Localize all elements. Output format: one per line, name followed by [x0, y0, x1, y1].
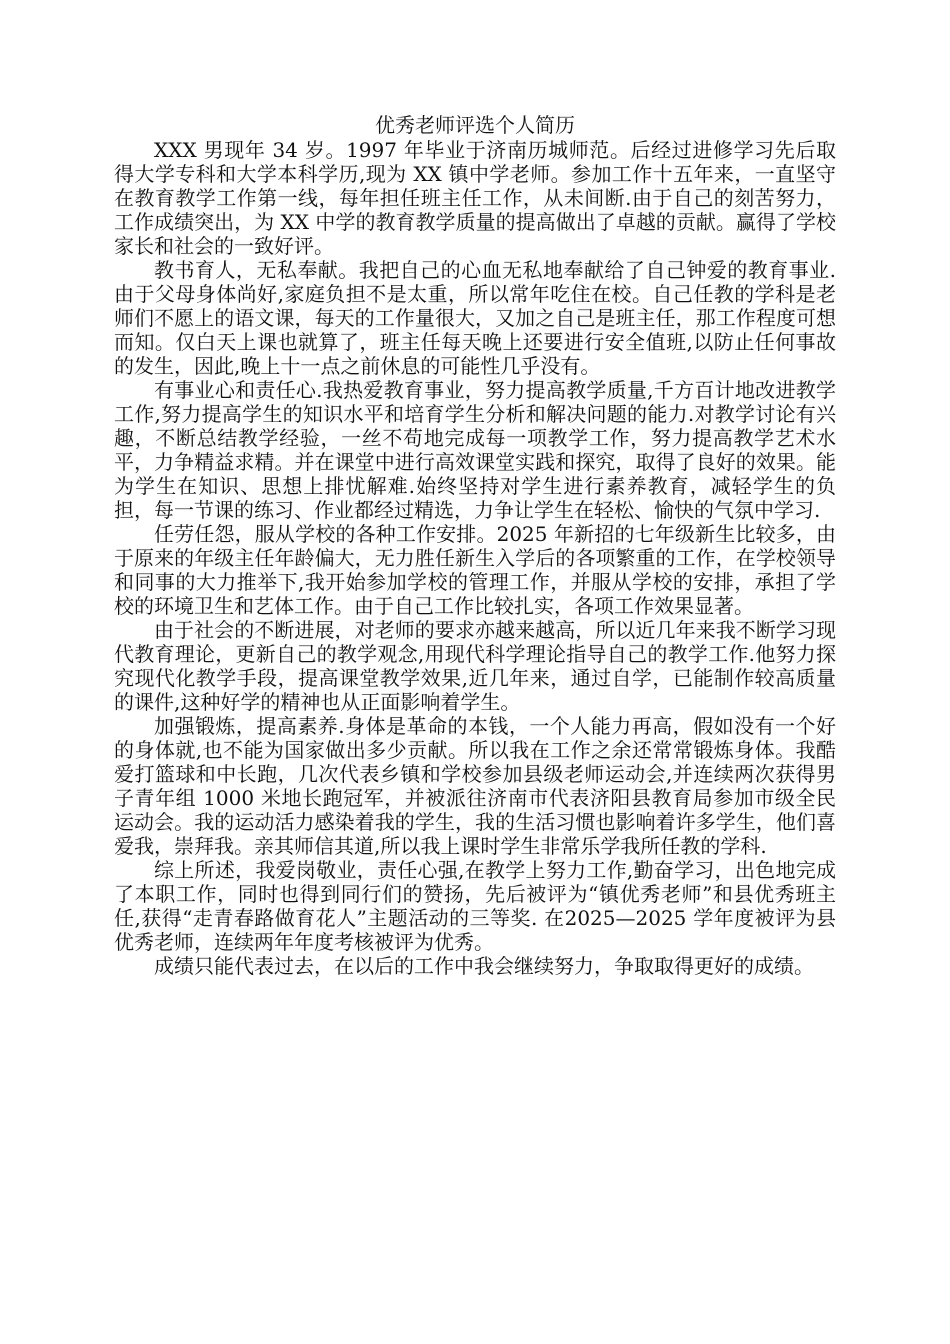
paragraph-learning: 由于社会的不断进展，对老师的要求亦越来越高，所以近几年来我不断学习现代教育理论，更新自己的教学观念,用现代科学理论指导自己的教学工作.他努力探究现代化教学手段，提高课堂教学效果,近几年来，通过自学，已能制作较高质量的课件,这种好学的精神也从正面影响着学生。	[114, 618, 836, 714]
paragraph-closing: 成绩只能代表过去，在以后的工作中我会继续努力，争取取得更好的成绩。	[154, 954, 814, 978]
paragraph-summary: 综上所述，我爱岗敬业，责任心强,在教学上努力工作,勤奋学习，出色地完成了本职工作，同时也得到同行们的赞扬，先后被评为“镇优秀老师”和县优秀班主任,获得“走青春路做育花人”主题活动的三等奖. 在2025—2025 学年度被评为县优秀老师，连续两年年度考核被评为优秀。	[114, 858, 836, 954]
paragraph-responsibility: 有事业心和责任心.我热爱教育事业，努力提高教学质量,千方百计地改进教学工作,努力提高学生的知识水平和培育学生分析和解决问题的能力.对教学讨论有兴趣，不断总结教学经验，一丝不苟地完成每一项教学工作，努力提高教学艺术水平，力争精益求精。并在课堂中进行高效课堂实践和探究，取得了良好的效果。能为学生在知识、思想上排忧解难.始终坚持对学生进行素养教育，减轻学生的负担，每一节课的练习、作业都经过精选，力争让学生在轻松、愉快的气氛中学习.	[114, 378, 836, 522]
paragraph-dedication: 教书育人，无私奉献。我把自己的心血无私地奉献给了自己钟爱的教育事业.由于父母身体尚好,家庭负担不是太重，所以常年吃住在校。自己任教的学科是老师们不愿上的语文课，每天的工作量很大，又加之自己是班主任，那工作程度可想而知。仅白天上课也就算了，班主任每天晚上还要进行安全值班,以防止任何事故的发生，因此,晚上十一点之前休息的可能性几乎没有。	[114, 258, 836, 378]
document-page	[114, 112, 836, 978]
paragraph-intro: XXX 男现年 34 岁。1997 年毕业于济南历城师范。后经过进修学习先后取得大学专科和大学本科学历,现为 XX 镇中学老师。参加工作十五年来，一直坚守在教育教学工作第一线，每年担任班主任工作，从未间断.由于自己的刻苦努力，工作成绩突出，为 XX 中学的教育教学质量的提高做出了卓越的贡献。赢得了学校家长和社会的一致好评。	[114, 138, 836, 258]
document-title: 优秀老师评选个人简历	[375, 113, 575, 137]
paragraph-diligence: 任劳任怨，服从学校的各种工作安排。2025 年新招的七年级新生比较多，由于原来的年级主任年龄偏大，无力胜任新生入学后的各项繁重的工作，在学校领导和同事的大力推举下,我开始参加学校的管理工作，并服从学校的安排，承担了学校的环境卫生和艺体工作。由于自己工作比较扎实，各项工作效果显著。	[114, 522, 836, 618]
paragraph-exercise: 加强锻炼，提高素养.身体是革命的本钱，一个人能力再高，假如没有一个好的身体就,也不能为国家做出多少贡献。所以我在工作之余还常常锻炼身体。我酷爱打篮球和中长跑，几次代表乡镇和学校参加县级老师运动会,并连续两次获得男子青年组 1000 米地长跑冠军，并被派往济南市代表济阳县教育局参加市级全民运动会。我的运动活力感染着我的学生，我的生活习惯也影响着许多学生，他们喜爱我，崇拜我。亲其师信其道,所以我上课时学生非常乐学我所任教的学科.	[114, 714, 836, 858]
